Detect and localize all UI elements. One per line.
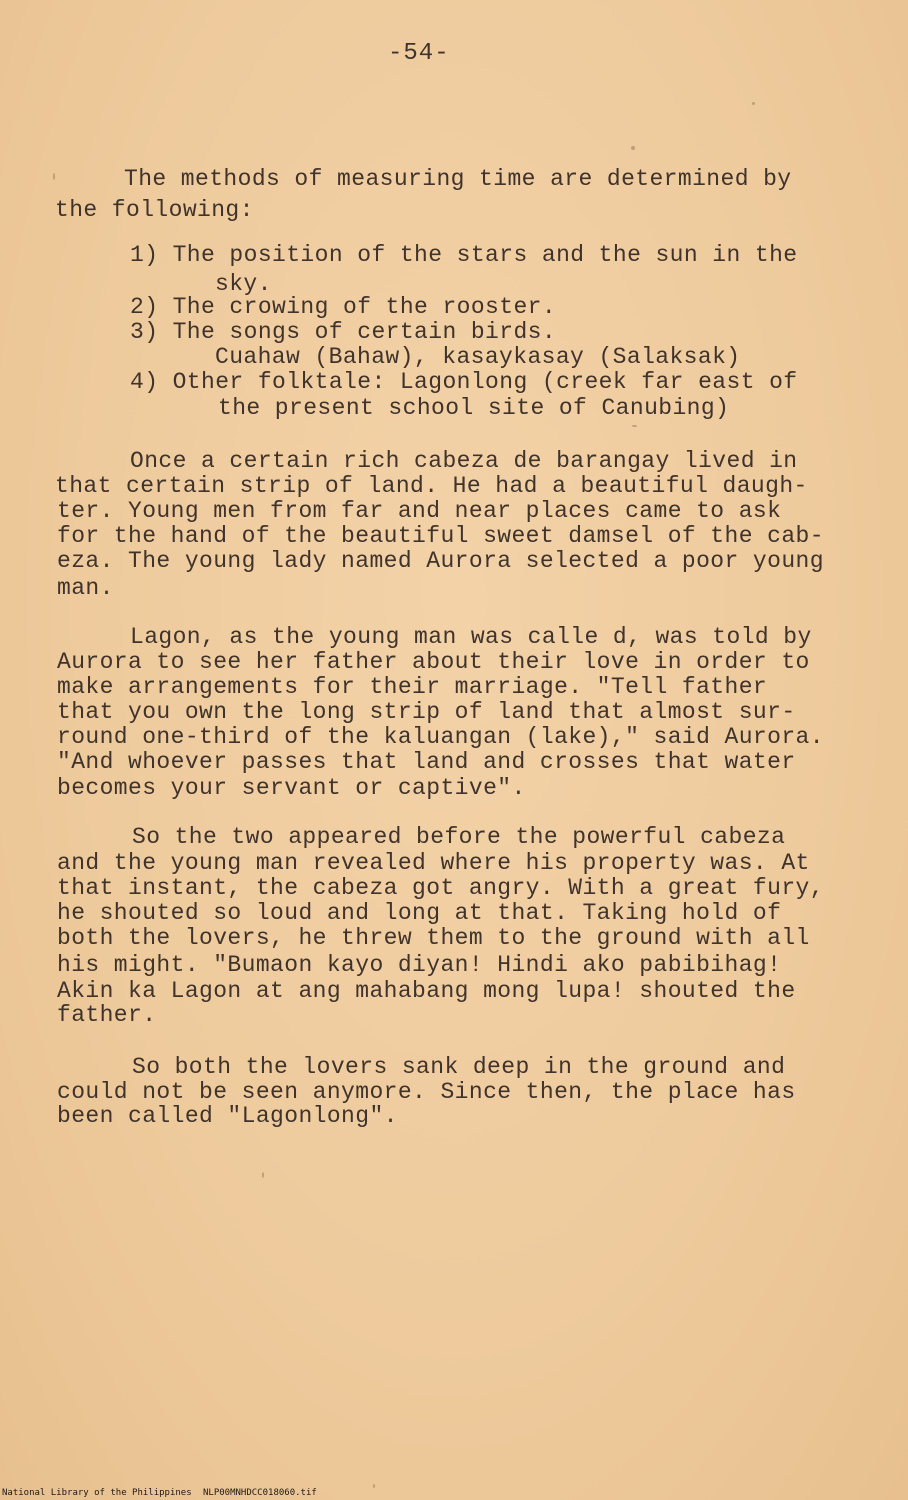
para2-line-4: that you own the long strip of land that almost sur-: [57, 699, 796, 725]
para2-line-7: becomes your servant or captive".: [57, 775, 526, 801]
footer-file-id: NLP00MNHDCC018060.tif: [203, 1488, 317, 1498]
paper-speck: [373, 1484, 375, 1488]
para1-line-1: Once a certain rich cabeza de barangay lived in: [130, 448, 798, 474]
para3-line-1: So the two appeared before the powerful cabeza: [132, 824, 786, 850]
page-number: -54-: [388, 40, 450, 67]
para1-line-4: for the hand of the beautiful sweet damsel of the cab-: [57, 523, 824, 549]
paper-speck: [53, 173, 55, 180]
para3-line-8: father.: [57, 1002, 157, 1028]
list-item-1: 1) The position of the stars and the sun in the: [130, 242, 798, 268]
para2-line-6: "And whoever passes that land and crosses that water: [57, 749, 796, 775]
para3-line-4: he shouted so loud and long at that. Taking hold of: [57, 900, 782, 926]
para1-line-3: ter. Young men from far and near places came to ask: [57, 498, 782, 524]
list-item-2: 2) The crowing of the rooster.: [130, 294, 557, 320]
para3-line-7: Akin ka Lagon at ang mahabang mong lupa! shouted the: [57, 978, 796, 1004]
intro-line-2: the following:: [55, 197, 254, 223]
list-item-3: 3) The songs of certain birds.: [130, 319, 557, 345]
para3-line-2: and the young man revealed where his property was. At: [57, 850, 810, 876]
para4-line-1: So both the lovers sank deep in the ground and: [132, 1054, 786, 1080]
para2-line-2: Aurora to see her father about their love in order to: [57, 649, 810, 675]
paper-speck: [631, 146, 635, 150]
list-item-3-continued: Cuahaw (Bahaw), kasaykasay (Salaksak): [215, 344, 741, 370]
para1-line-2: that certain strip of land. He had a beautiful daugh-: [55, 473, 808, 499]
intro-line-1: The methods of measuring time are determined by: [124, 166, 792, 192]
para3-line-5: both the lovers, he threw them to the ground with all: [57, 925, 810, 951]
para1-line-5: eza. The young lady named Aurora selected a poor young: [57, 548, 824, 574]
list-item-4: 4) Other folktale: Lagonlong (creek far east of: [130, 369, 798, 395]
list-item-4-continued: the present school site of Canubing): [218, 395, 730, 421]
para3-line-3: that instant, the cabeza got angry. With a great fury,: [57, 875, 824, 901]
para4-line-2: could not be seen anymore. Since then, the place has: [57, 1079, 796, 1105]
paper-speck: [632, 425, 637, 427]
footer-source: National Library of the Philippines: [2, 1488, 192, 1498]
para2-line-1: Lagon, as the young man was calle d, was told by: [130, 624, 812, 650]
para2-line-5: round one-third of the kaluangan (lake)," said Aurora.: [57, 724, 824, 750]
paper-speck: [752, 102, 755, 105]
para3-line-6: his might. "Bumaon kayo diyan! Hindi ako pabibihag!: [57, 952, 782, 978]
para2-line-3: make arrangements for their marriage. "Tell father: [57, 674, 768, 700]
paper-speck: [262, 1172, 264, 1178]
list-item-1-continued: sky.: [215, 271, 272, 297]
para1-line-6: man.: [57, 575, 114, 601]
para4-line-3: been called "Lagonlong".: [57, 1103, 398, 1129]
